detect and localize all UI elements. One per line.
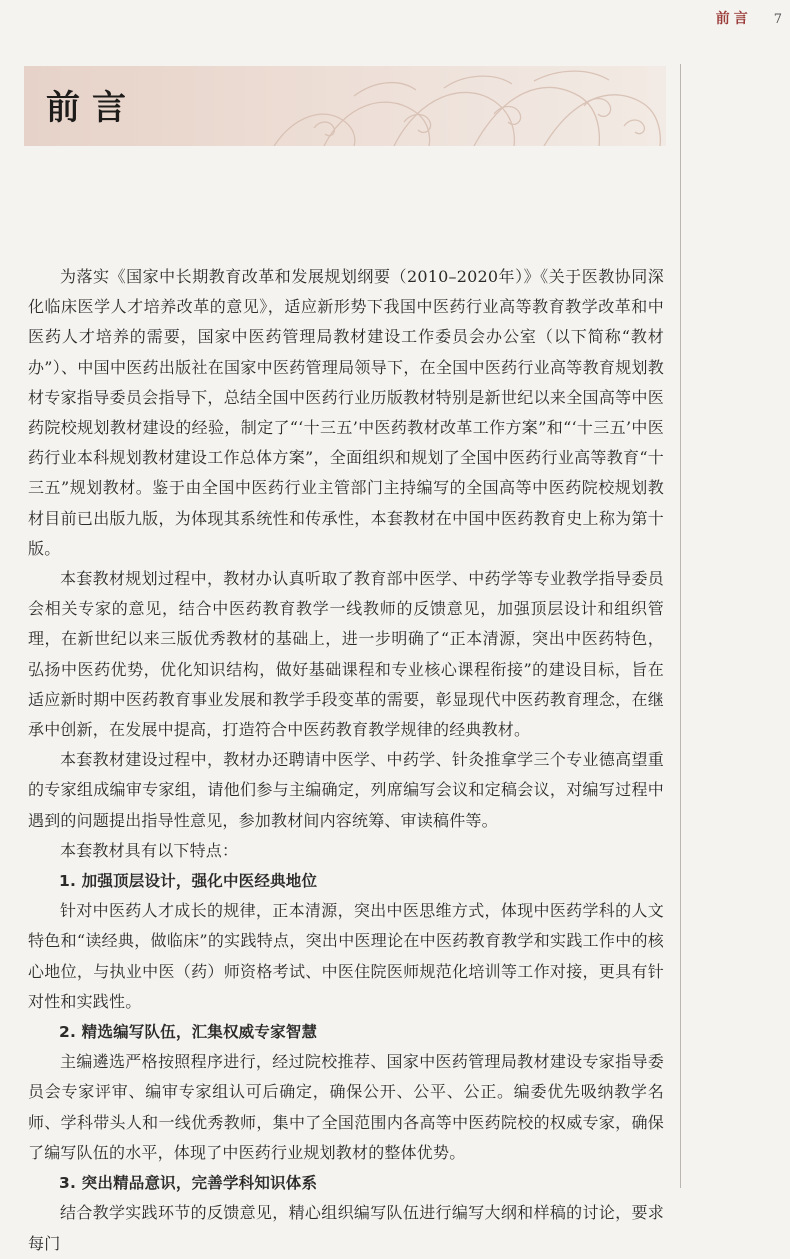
paragraph: 本套教材规划过程中，教材办认真听取了教育部中医学、中药学等专业教学指导委员会相关专家的意见，结合中医药教育教学一线教师的反馈意见，加强顶层设计和组织管理，在新世纪以来三版优秀教材的基础上，进一步明确了“正本清源，突出中医药特色，弘扬中医药优势，优化知识结构，做好基础课程和专业核心课程衔接”的建设目标，旨在适应新时期中医药教育事业发展和教学手段变革的需要，彰显现代中医药教育理念，在继承中创新，在发展中提高，打造符合中医药教育教学规律的经典教材。	[28, 569, 664, 740]
section-heading: 1. 加强顶层设计，强化中医经典地位	[59, 872, 318, 891]
section-heading: 3. 突出精品意识，完善学科知识体系	[59, 1174, 318, 1193]
paragraph: 为落实《国家中长期教育改革和发展规划纲要（2010–2020年）》《关于医教协同深化临床医学人才培养改革的意见》，适应新形势下我国中医药行业高等教育教学改革和中医药人才培养的需要，国家中医药管理局教材建设工作委员会办公室（以下简称“教材办”）、中国中医药出版社在国家中医药管理局领导下，在全国中医药行业高等教育规划教材专家指导委员会指导下，总结全国中医药行业历版教材特别是新世纪以来全国高等中医药院校规划教材建设的经验，制定了“‘十三五’中医药教材改革工作方案”和“‘十三五’中医药行业本科规划教材建设工作总体方案”，全面组织和规划了全国中医药行业高等教育“十三五”规划教材。鉴于由全国中医药行业主管部门主持编写的全国高等中医药院校规划教材目前已出版九版，为体现其系统性和传承性，本套教材在中国中医药教育史上称为第十版。	[28, 267, 664, 558]
section-heading: 2. 精选编写队伍，汇集权威专家智慧	[59, 1023, 318, 1042]
chapter-title: 前言	[46, 88, 138, 128]
paragraph: 本套教材具有以下特点：	[60, 840, 239, 860]
paragraph: 本套教材建设过程中，教材办还聘请中医学、中药学、针灸推拿学三个专业德高望重的专家组成编审专家组，请他们参与主编确定，列席编写会议和定稿会议，对编写过程中遇到的问题提出指导性意见，参加教材间内容统筹、审读稿件等。	[28, 750, 664, 830]
running-head	[716, 8, 782, 28]
chapter-banner	[24, 66, 666, 146]
paragraph: 结合教学实践环节的反馈意见，精心组织编写队伍进行编写大纲和样稿的讨论，要求每门	[28, 1203, 664, 1253]
running-head-title: 前言	[715, 11, 752, 27]
body-text	[28, 262, 664, 1259]
page-number: 7	[773, 12, 782, 27]
paragraph: 主编遴选严格按照程序进行，经过院校推荐、国家中医药管理局教材建设专家指导委员会专家评审、编审专家组认可后确定，确保公开、公平、公正。编委优先吸纳教学名师、学科带头人和一线优秀教师，集中了全国范围内各高等中医药院校的权威专家，确保了编写队伍的水平，体现了中医药行业规划教材的整体优势。	[28, 1052, 664, 1162]
margin-rule	[680, 64, 681, 1188]
paragraph: 针对中医药人才成长的规律，正本清源，突出中医思维方式，体现中医药学科的人文特色和“读经典，做临床”的实践特点，突出中医理论在中医药教育教学和实践工作中的核心地位，与执业中医（药）师资格考试、中医住院医师规范化培训等工作对接，更具有针对性和实践性。	[28, 901, 664, 1011]
